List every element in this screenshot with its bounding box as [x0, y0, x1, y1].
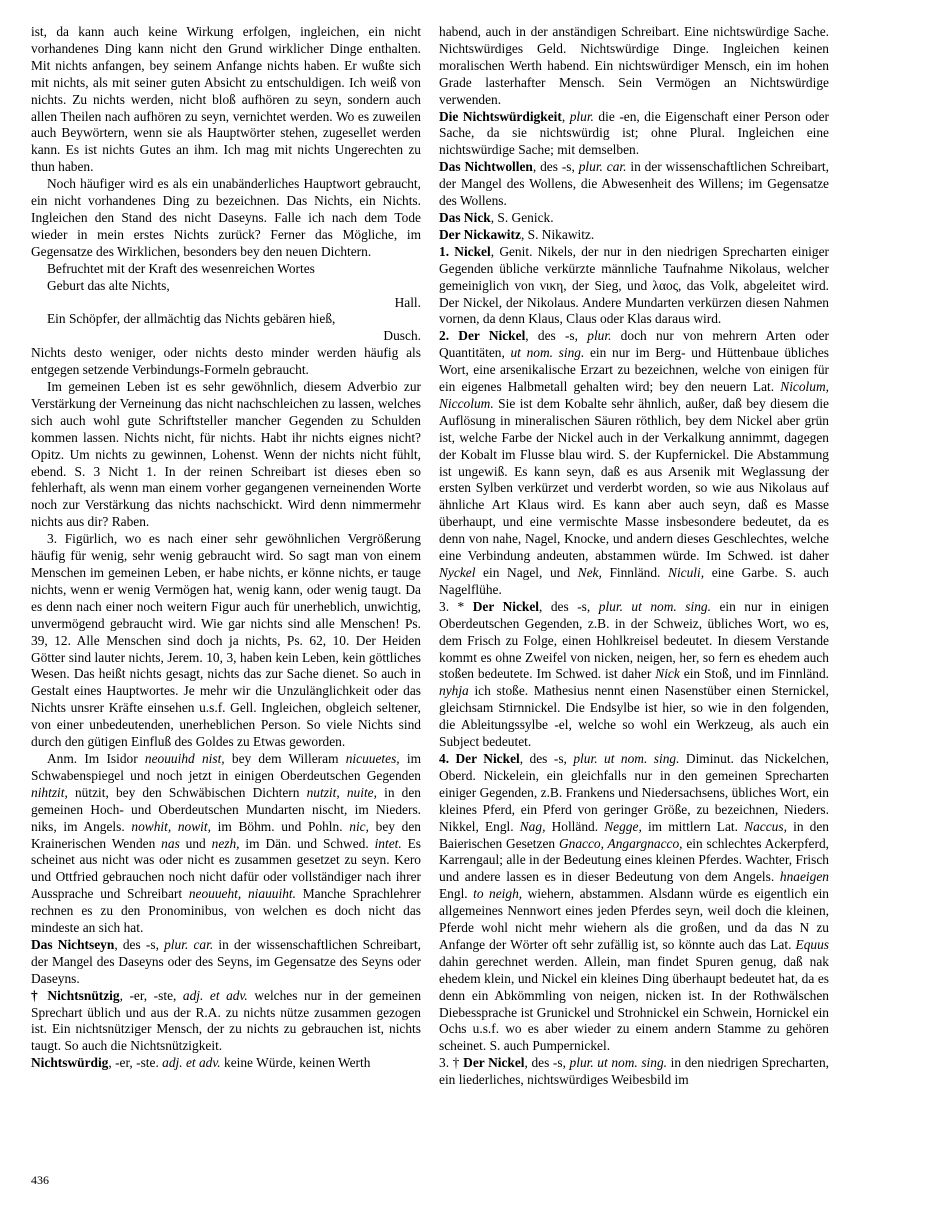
- dictionary-entry: † Nichtsnützig, -er, -ste, adj. et adv. welches nur in der gemeinen Sprechart üblich und aus der R.A. zu nichts nütze zusammen gezogen ist. Ein nichtsnütziger Mensch, der zu nichts zu gebrauchen ist, nichts taugt. So auch die Nichtsnützigkeit.: [31, 987, 422, 1054]
- paragraph: Noch häufiger wird es als ein unabänderliches Hauptwort gebraucht, ein nicht vorhandenes Ding zu bezeichnen. Das Nichts, ein Nichts. Ingleichen den Stand des nicht Daseyns. Falle ich nach dem Tode wieder in mein erstes Nichts zurück? Ferner das Mögliche, im Gegensatze des Wirklichen, besonders bey den neuen Dichtern.: [31, 176, 421, 259]
- entry-headword: Die Nichtswürdigkeit: [439, 108, 562, 124]
- dictionary-entry: 3. * Der Nickel, des -s, plur. ut nom. sing. ein nur in einigen Oberdeutschen Gegenden, z.B. in der Schweiz, übliches Wort, wo es, dem Frisch zu Folge, einen Hohlkreisel bedeutet. In diesem Verstande kommt es ohne Zweifel von nicken, neigen, her, so fern es ehedem auch stoßen bedeutete. Im Schwed. ist daher Nick ein Stoß, und im Finnländ. nyhja ich stoße. Mathesius nennt einen Nasenstüber einen Sternickel, gleichsam Stirnnickel. Die Endsylbe ist hier, so wie in den folgenden, die Ableitungssylbe -el, welche so wohl ein Werkzeug, als auch ein Subject bedeutet.: [439, 598, 829, 750]
- quote-source: Hall.: [394, 294, 421, 310]
- dictionary-entry: 1. Nickel, Genit. Nikels, der nur in den niedrigen Sprecharten einiger Gegenden übliche verkürzte männliche Taufnahme Nikolaus, welcher gemeiniglich von νικη, der Sieg, und λαος, das Volk, abgeleitet wird. Der Nickel, der Nikolaus. Andere Mundarten verkürzen diesen Nahmen vornen, da denn Klaus, Claus oder Klas daraus wird.: [439, 243, 829, 327]
- verse-quote: Ein Schöpfer, der allmächtig das Nichts gebären hieß,: [47, 311, 336, 327]
- left-column: [31, 24, 421, 1072]
- page-number: 436: [31, 1173, 49, 1187]
- verse-quote: Geburt das alte Nichts,: [47, 277, 170, 293]
- entry-headword: Der Nickawitz: [439, 226, 521, 242]
- entry-headword: Der Nickel: [472, 598, 540, 614]
- dictionary-entry: 4. Der Nickel, des -s, plur. ut nom. sing. Diminut. das Nickelchen, Oberd. Nickelein, ein gleichfalls nur in den gemeinen Sprecharten einiger Gegenden, z.B. Frankens und Niedersachsens, übliches Wort, ein kleines Pferd, ein Pferd von geringer Größe, zu bezeichnen, Nieders. Nikkel, Engl. Nag, Holländ. Negge, im mittlern Lat. Naccus, in den Baierischen Gesetzen Gnacco, Angargnacco, ein schlechtes Ackerpferd, Karrengaul; alle in der Bedeutung eines kleinen Pferdes. Wachter, Frisch und andere lassen es in dieser Bedeutung von dem Angels. hnaeigen Engl. to neigh, wiehern, abstammen. Alsdann würde es eigentlich ein allgemeines Nennwort eines jeden Pferdes seyn, weil doch die kleinen, Pferde wohl nicht mehr wiehern als die großen, und da das N zu Anfange der Wörter oft sehr zufällig ist, so könnte auch das Lat. Equus dahin gerechnet werden. Allein, man findet Spuren genug, daß nak ehedem klein, und Nickel ein kleines Ding überhaupt bedeutet hat, da es denn ein Abkömmling von neigen, nicken ist. In der Rothwälschen Diebessprache ist Grunickel und Strohnickel ein Schwein, Hornickel ein Ochs u.s.f. wo es aber wieder zu einem andern Stamme zu gehören scheinet. S. auch Pumpernickel.: [439, 750, 829, 1054]
- entry-headword: Nichtswürdig: [31, 1055, 109, 1071]
- dictionary-entry: Nichtswürdig, -er, -ste. adj. et adv. keine Würde, keinen Werth: [31, 1055, 371, 1071]
- dictionary-entry: Der Nickawitz, S. Nikawitz.: [439, 226, 595, 242]
- entry-headword: Der Nickel: [463, 1055, 525, 1071]
- paragraph: Im gemeinen Leben ist es sehr gewöhnlich, diesem Adverbio zur Verstärkung der Verneinung das nicht nachschleichen zu lassen, welches sich auch wohl gute Schriftsteller mancher Gegenden zu Schulden kommen lassen. Nichts nicht, für nichts. Habt ihr nichts eignes nicht? Opitz. Um nichts zu gewinnen, Lohenst. Wenn der nichts nicht fühlt, ebend. S. 3 Nicht 1. In der reinen Schreibart ist dieses eben so fehlerhaft, als wenn man einem vorher gegangenen verneinenden Worte noch zur Verstärkung das nichts nachschickt. Wird denn nimmermehr nichts aus dir? Raben.: [31, 379, 421, 530]
- paragraph: ist, da kann auch keine Wirkung erfolgen, ingleichen, ein nicht vorhandenes Ding kann nicht den Grund wirklicher Dinge enthalten. Mit nichts anfangen, bey seinem Anfange nichts haben. Er wußte sich mit nichts, als mit seiner guten Absicht zu entschuldigen. Ich weiß von nichts. Zu nichts werden, nicht bloß aufhören zu seyn, sondern auch allen Theilen nach aufhören zu seyn, vernichtet werden. Wo es zuweilen auch Beywörtern, wenn sie als Hauptwörter stehen, zugesellet werden kann. Es ist nichts Gutes an ihm. Ich mag mit nichts Ungerechten zu thun haben.: [31, 24, 421, 175]
- entry-headword: Das Nick: [439, 209, 491, 225]
- dictionary-entry: 2. Der Nickel, des -s, plur. doch nur von mehrern Arten oder Quantitäten, ut nom. sing. ein nur im Berg- und Hüttenbaue übliches Wort, eine arsenikalische Erzart zu bezeichnen, welche von einigen für ein eigenes Halbmetall gehalten wird; bey den neuern Lat. Nicolum, Niccolum. Sie ist dem Kobalte sehr ähnlich, außer, daß bey diesem die Auflösung in mineralischen Säuren röthlich, bey dem Nickel aber grün ist, welche Farbe der Nickel auch in der Verkalkung annimmt, dagegen der Kobalt im Flusse blau wird. S. der Kupfernickel. Die Abstammung ist ungewiß. Es kann seyn, daß es aus Arsenik mit Weglassung der ersten Sylben verkürzet und verderbt worden, so wie aus Nikolaus auf ähnliche Art Klaus wird. Es kann aber auch seyn, daß es Masse überhaupt, und eine vermischte Masse insbesondere bedeutet, da es denn von nahe, Nagel, Knocke, und andern dieses Geschlechtes, welche eine Verbindung andeuten, abstammen würde. Im Schwed. ist daher Nyckel ein Nagel, und Nek, Finnländ. Niculi, eine Garbe. S. auch Nagelflühe.: [439, 328, 830, 597]
- paragraph: Nichts desto weniger, oder nichts desto minder werden häufig als entgegen setzende Verbindungs-Formeln gebraucht.: [31, 345, 421, 378]
- verse-quote: Befruchtet mit der Kraft des wesenreichen Wortes: [47, 260, 315, 276]
- entry-headword: † Nichtsnützig: [31, 987, 120, 1003]
- quote-source: Dusch.: [383, 328, 421, 344]
- paragraph: 3. Figürlich, wo es nach einer sehr gewöhnlichen Vergrößerung häufig für wenig, sehr wenig gebraucht wird. So sagt man von einem Menschen im gemeinen Leben, er habe nichts, er könne nichts, er tauge nichts, wenn er wenig Vermögen hat, wenig kann, oder wenig taugt. Da es denn nach einer noch weitern Figur auch für unerheblich, unwichtig, unvermögend gebraucht wird. Wie gar nichts sind alle Menschen! Ps. 39, 12. Alle Menschen sind doch ja nichts, Ps. 62, 10. Der Heiden Götter sind lauter nichts, Jerem. 10, 3, haben kein Leben, kein göttliches Wesen. Das heißt nichts gesagt, nichts das zur Sache dienet. So auch in Gestalt eines Hauptwortes. Je mehr wir die Unzulänglichkeit oder das Nichts unsrer Kräfte einsehen u.s.f. Gell. Ingleichen, obgleich seltener, von einer unbedeutenden, unerheblichen Person. So viele Nichts sind durch den gütigen Einfluß des Goldes zu Etwas geworden.: [31, 531, 421, 750]
- dictionary-entry: Das Nichtseyn, des -s, plur. car. in der wissenschaftlichen Schreibart, der Mangel des Daseyns oder des Seyns, im Gegensatze des Seyns oder Daseyns.: [31, 936, 421, 986]
- entry-headword: Das Nichtwollen: [439, 159, 533, 175]
- dictionary-entry: Die Nichtswürdigkeit, plur. die -en, die Eigenschaft einer Person oder Sache, da sie nichtswürdig ist; ohne Plural. Ingleichen eine nichtswürdige Sache; mit demselben.: [439, 108, 829, 158]
- entry-headword: 4. Der Nickel: [439, 750, 520, 766]
- dictionary-entry: Das Nichtwollen, des -s, plur. car. in der wissenschaftlichen Schreibart, der Mangel des Wollens, die Abwesenheit des Willens; im Gegensatze des Wollens.: [439, 159, 829, 209]
- right-column: [439, 24, 829, 1089]
- entry-headword: 1. Nickel: [439, 243, 491, 259]
- annotation-paragraph: Anm. Im Isidor neouuihd nist, bey dem Willeram nicuuetes, im Schwabenspiegel und noch jetzt in einigen Oberdeutschen Gegenden nihtzit, nützit, bey den Schwäbischen Dichtern nutzit, nuite, in den gemeinen Hoch- und Oberdeutschen Mundarten nischt, im Nieders. niks, im Angels. nowhit, nowit, im Böhm. und Pohln. nic, bey den Krainerischen Wenden nas und nezh, im Dän. und Schwed. intet. Es scheinet aus nicht was oder nicht es zusammen gesetzet zu seyn. Kero und Ottfried gebrauchen noch nicht dafür oder vollständiger nach ihrer Aussprache und Schreibart neouueht, niauuiht. Manche Sprachlehrer rechnen es zu den Pronominibus, von welchen es doch nicht das mindeste an sich hat.: [31, 750, 422, 936]
- paragraph: habend, auch in der anständigen Schreibart. Eine nichtswürdige Sache. Nichtswürdiges Geld. Nichtswürdige Dinge. Ingleichen keinen moralischen Werth habend. Ein nichtswürdiger Mensch, ein im hohen Grade lasterhafter Mensch. Sein Vermögen an Nichtswürdige verwenden.: [439, 24, 829, 107]
- dictionary-entry: 3. † Der Nickel, des -s, plur. ut nom. sing. in den niedrigen Sprecharten, ein liederliches, nichtswürdiges Weibesbild im: [439, 1055, 829, 1088]
- entry-headword: 2. Der Nickel: [439, 328, 526, 344]
- dictionary-entry: Das Nick, S. Genick.: [439, 209, 554, 225]
- entry-headword: Das Nichtseyn: [31, 936, 115, 952]
